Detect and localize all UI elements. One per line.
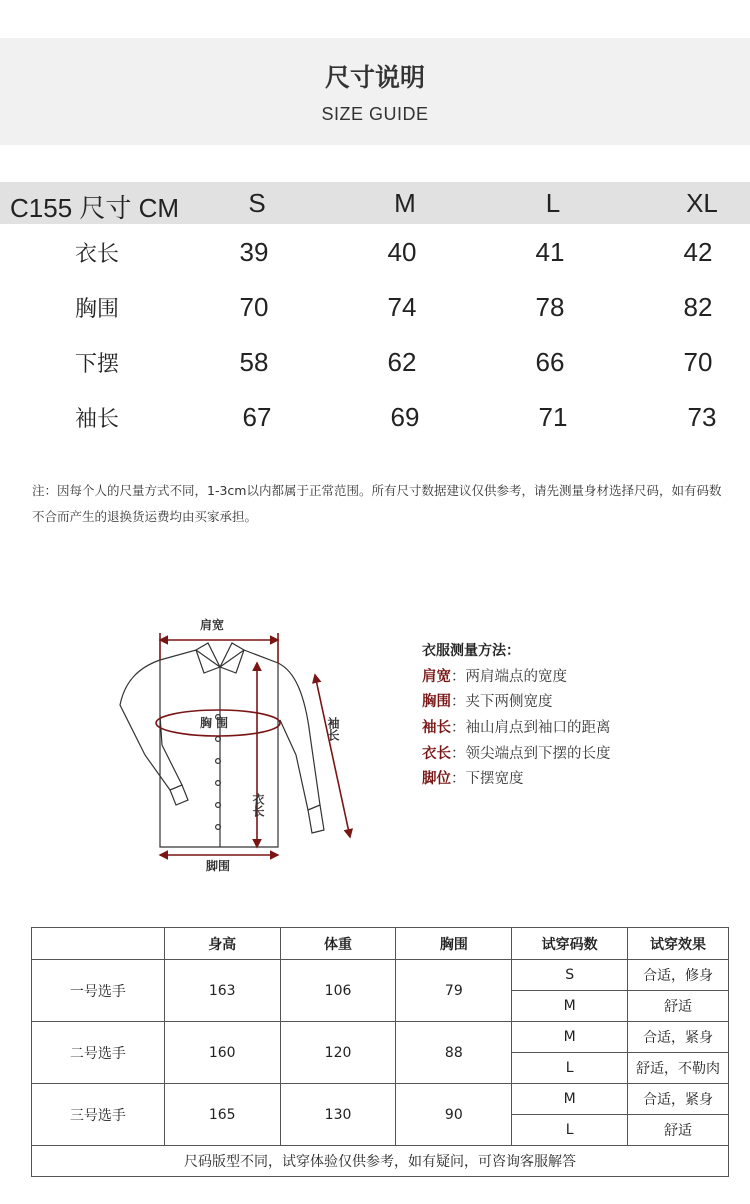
size-note: 注：因每个人的尺量方式不同，1-3cm以内都属于正常范围。所有尺寸数据建议仅供参考，请先测量身材选择尺码，如有码数不合而产生的退换货运费均由买家承担。	[32, 483, 722, 524]
fit-size: M	[512, 991, 628, 1022]
table-cell: 78	[535, 292, 565, 322]
fit-size: M	[512, 1022, 628, 1053]
model-height: 165	[164, 1084, 280, 1146]
model-weight: 130	[280, 1084, 396, 1146]
model-weight: 120	[280, 1022, 396, 1084]
header-cell	[32, 928, 165, 960]
header-cell: 试穿效果	[628, 928, 729, 960]
fit-effect: 合适，紧身	[628, 1084, 729, 1115]
table-cell: 70	[683, 347, 713, 377]
size-header-m: M	[394, 188, 416, 218]
table-row	[32, 960, 729, 991]
size-header-xl: XL	[686, 188, 718, 218]
label-length: 衣长	[251, 793, 265, 817]
table-cell: 66	[535, 347, 565, 377]
model-chest: 79	[396, 960, 512, 1022]
table-cell: 69	[390, 402, 420, 432]
row-label: 胸围	[75, 297, 120, 322]
model-name: 三号选手	[32, 1084, 165, 1146]
fit-size: M	[512, 1084, 628, 1115]
model-chest: 88	[396, 1022, 512, 1084]
fit-effect: 舒适，不勒肉	[628, 1053, 729, 1084]
fit-effect: 舒适	[628, 1115, 729, 1146]
page-subtitle: SIZE GUIDE	[321, 104, 429, 124]
page-title: 尺寸说明	[324, 63, 425, 92]
table-row	[32, 1022, 729, 1053]
table-cell: 41	[535, 237, 565, 267]
method-item: 衣长：领尖端点到下摆的长度	[422, 746, 611, 762]
label-chest: 胸 围	[200, 716, 229, 730]
table-footer-row	[32, 1146, 729, 1177]
table-cell: 82	[683, 292, 713, 322]
table-row	[32, 1084, 729, 1115]
row-label: 下摆	[75, 352, 120, 377]
size-header-l: L	[545, 188, 561, 218]
table-cell: 42	[683, 237, 713, 267]
row-label: 袖长	[75, 407, 120, 432]
model-weight: 106	[280, 960, 396, 1022]
label-shoulder: 肩宽	[200, 618, 225, 632]
table-cell: 73	[687, 402, 717, 432]
shirt-body	[160, 650, 278, 847]
method-title: 衣服测量方法：	[422, 643, 520, 659]
fit-effect: 合适，紧身	[628, 1022, 729, 1053]
fit-effect: 合适，修身	[628, 960, 729, 991]
table-cell: 67	[242, 402, 272, 432]
header-cell: 体重	[280, 928, 396, 960]
model-name: 一号选手	[32, 960, 165, 1022]
header-cell: 身高	[164, 928, 280, 960]
table-cell: 74	[387, 292, 417, 322]
label-hem: 脚围	[206, 859, 231, 873]
tryon-footer: 尺码版型不同，试穿体验仅供参考，如有疑问，可咨询客服解答	[32, 1146, 729, 1177]
fit-size: S	[512, 960, 628, 991]
shirt-measurement-diagram	[100, 605, 360, 880]
method-item: 肩宽：两肩端点的宽度	[422, 669, 567, 685]
label-sleeve: 袖长	[326, 717, 340, 741]
table-cell: 58	[239, 347, 269, 377]
sleeve-arrow	[315, 675, 350, 837]
fit-size: L	[512, 1053, 628, 1084]
row-label: 衣长	[75, 242, 120, 267]
size-header-s: S	[248, 188, 266, 218]
tryon-table	[31, 927, 729, 1177]
method-item: 袖长：袖山肩点到袖口的距离	[422, 720, 611, 736]
left-sleeve	[120, 660, 182, 790]
method-item: 脚位：下摆宽度	[422, 771, 524, 787]
table-cell: 39	[239, 237, 269, 267]
table-cell: 62	[387, 347, 417, 377]
size-header-label: C155 尺寸 CM	[10, 193, 180, 223]
right-sleeve	[278, 663, 320, 810]
model-height: 160	[164, 1022, 280, 1084]
header-cell: 胸围	[396, 928, 512, 960]
table-header-row	[32, 928, 729, 960]
fit-size: L	[512, 1115, 628, 1146]
model-height: 163	[164, 960, 280, 1022]
model-chest: 90	[396, 1084, 512, 1146]
table-cell: 71	[538, 402, 568, 432]
model-name: 二号选手	[32, 1022, 165, 1084]
table-cell: 40	[387, 237, 417, 267]
fit-effect: 舒适	[628, 991, 729, 1022]
table-cell: 70	[239, 292, 269, 322]
method-item: 胸围：夹下两侧宽度	[422, 694, 553, 710]
header-cell: 试穿码数	[512, 928, 628, 960]
